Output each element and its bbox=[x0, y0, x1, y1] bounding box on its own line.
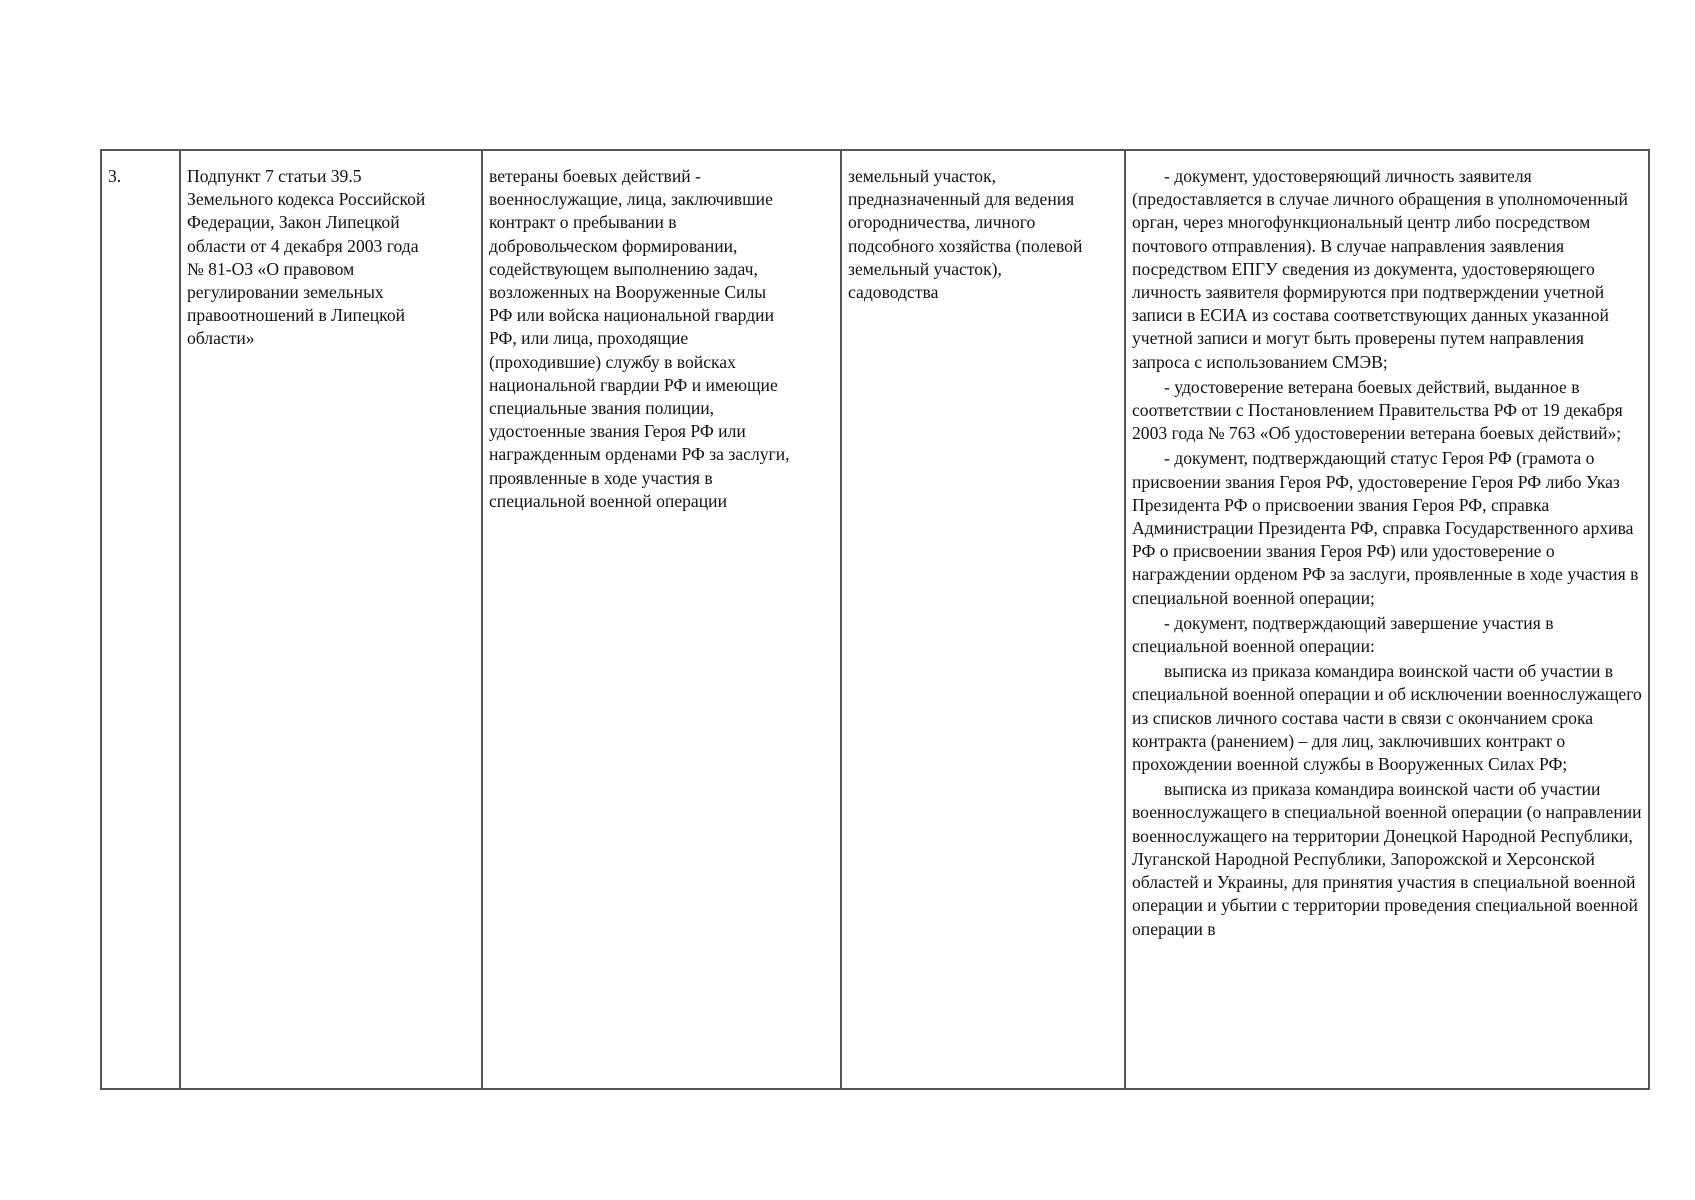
row-number-cell bbox=[101, 150, 180, 1089]
legal-basis-cell bbox=[180, 150, 482, 1089]
legal-basis-text: Подпункт 7 статьи 39.5 Земельного кодекса Российской Федерации, Закон Липецкой области от 4 декабря 2003 года № 81-ОЗ «О правовом регулировании земельных правоотношений в Липецкой области» bbox=[187, 166, 426, 349]
document-table bbox=[100, 149, 1650, 1090]
document-subitem-contract-extract: выписка из приказа командира воинской части об участии в специальной военной операции и об исключении военнослужащего из списков личного состава части в связи с окончанием срока контракта (ранением) – для лиц, заключивших контракт о прохождении военной службы в Вооруженных Силах РФ; bbox=[1132, 661, 1642, 775]
land-plot-text: земельный участок, предназначенный для ведения огородничества, личного подсобного хозяйства (полевой земельный участок), садоводства bbox=[848, 166, 1083, 303]
document-subitem-participation-extract: выписка из приказа командира воинской части об участии военнослужащего в специальной военной операции (о направлении военнослужащего на территории Донецкой Народной Республики, Луганской Народной Республики, Запорожской и Херсонской областей и Украины, для принятия участия в специальной военной операции и убытии с территории проведения специальной военной операции в bbox=[1132, 779, 1642, 939]
land-plot-cell bbox=[841, 150, 1125, 1089]
document-item-hero-status: - документ, подтверждающий статус Героя РФ (грамота о присвоении звания Героя РФ, удостоверение Героя РФ либо Указ Президента РФ о присвоении звания Героя РФ, справка Администрации Президента РФ, справка Государственного архива РФ о присвоении звания Героя РФ) или удостоверение о награждении орденом РФ за заслуги, проявленные в ходе участия в специальной военной операции; bbox=[1132, 448, 1639, 608]
applicant-category-text: ветераны боевых действий - военнослужащие, лица, заключившие контракт о пребывании в добровольческом формировании, содействующем выполнению задач, возложенных на Вооруженные Силы РФ или войска национальной гвардии РФ, или лица, проходящие (проходившие) службу в войсках национальной гвардии РФ и имеющие специальные звания полиции, удостоенные звания Героя РФ или награжденным орденами РФ за заслуги, проявленные в ходе участия в специальной военной операции bbox=[489, 166, 790, 511]
row-number: 3. bbox=[108, 166, 122, 186]
document-item-veteran-certificate: - удостоверение ветерана боевых действий, выданное в соответствии с Постановлением Правительства РФ от 19 декабря 2003 года № 763 «Об удостоверении ветерана боевых действий»; bbox=[1132, 376, 1623, 444]
table-row bbox=[101, 150, 1649, 1089]
applicant-category-cell bbox=[482, 150, 841, 1089]
document-item-svo-completion: - документ, подтверждающий завершение участия в специальной военной операции: bbox=[1132, 612, 1554, 657]
required-documents-cell bbox=[1125, 150, 1649, 1089]
document-item-identity: - документ, удостоверяющий личность заявителя (предоставляется в случае личного обращения в уполномоченный орган, через многофункциональный центр либо посредством почтового отправления). В случае направления заявления посредством ЕПГУ сведения из документа, удостоверяющего личность заявителя формируются при подтверждении учетной записи в ЕСИА из состава соответствующих данных указанной учетной записи и могут быть проверены путем направления запроса с использованием СМЭВ; bbox=[1132, 166, 1628, 372]
